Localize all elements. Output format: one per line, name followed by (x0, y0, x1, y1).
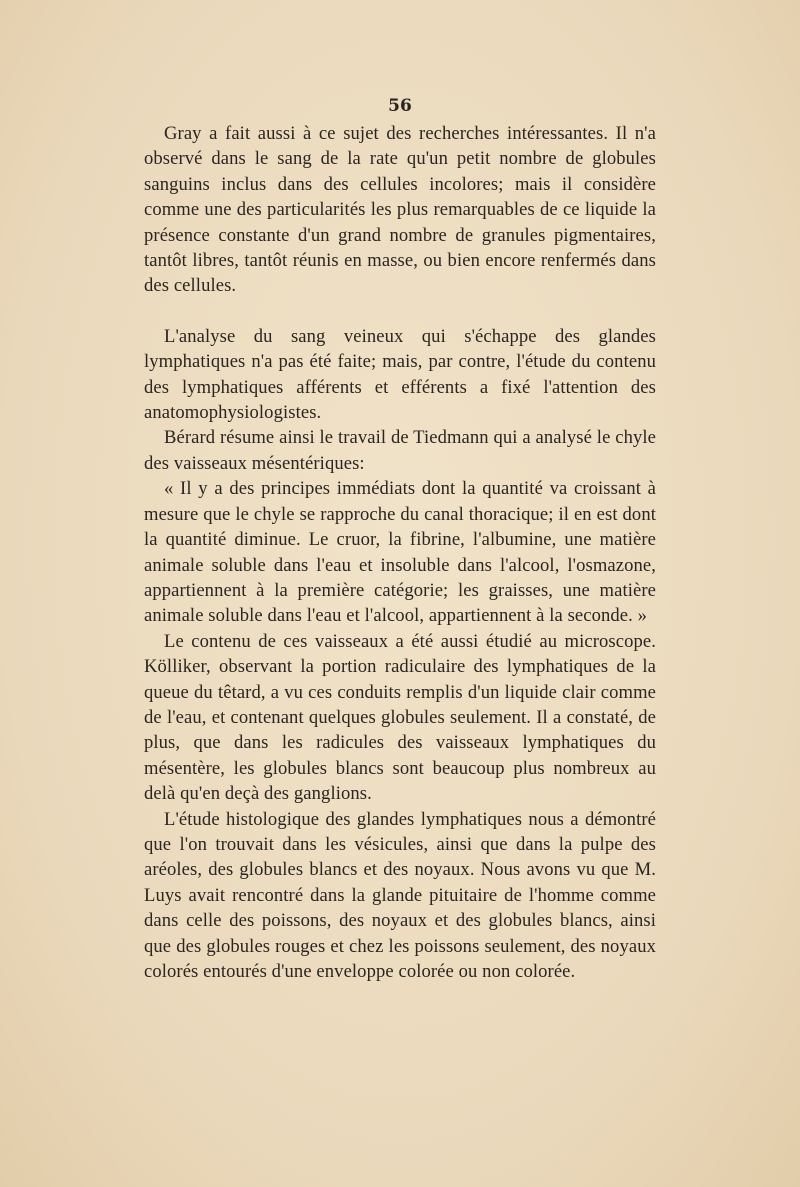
paragraph: « Il y a des principes immédiats dont la quantité va croissant à mesure que le chyle se rapproche du canal thoracique; il en est dont la quantité diminue. Le cruor, la fibrine, l'albumine, une matière animale soluble dans l'eau et insoluble dans l'alcool, l'osmazone, appartiennent à la première catégorie; les graisses, une matière animale soluble dans l'eau et l'alcool, appartiennent à la seconde. » (144, 478, 656, 627)
paragraph: Bérard résume ainsi le travail de Tiedmann qui a analysé le chyle des vaisseaux mésentériques: (144, 427, 656, 474)
paragraph: L'analyse du sang veineux qui s'échappe des glandes lymphatiques n'a pas été faite; mais, par contre, l'étude du contenu des lymphatiques afférents et efférents a fixé l'attention des anatomophysiologistes. (144, 325, 656, 424)
paragraph: Le contenu de ces vaisseaux a été aussi étudié au microscope. Kölliker, observant la portion radiculaire des lymphatiques de la queue du têtard, a vu ces conduits remplis d'un liquide clair comme de l'eau, et contenant quelques globules seulement. Il a constaté, de plus, que dans les radicules des vaisseaux lymphatiques du mésentère, les globules blancs sont beaucoup plus nombreux au delà qu'en deçà des ganglions. (144, 630, 656, 805)
page-number: 56 (388, 96, 412, 116)
body-text (144, 121, 656, 984)
paragraph: Gray a fait aussi à ce sujet des recherches intéressantes. Il n'a observé dans le sang de la rate qu'un petit nombre de globules sanguins inclus dans des cellules incolores; mais il considère comme une des particularités les plus remarquables de ce liquide la présence constante d'un grand nombre de granules pigmentaires, tantôt libres, tantôt réunis en masse, ou bien encore renfermés dans des cellules. (144, 123, 656, 297)
paragraph: L'étude histologique des glandes lymphatiques nous a démontré que l'on trouvait dans les vésicules, ainsi que dans la pulpe des aréoles, des globules blancs et des noyaux. Nous avons vu que M. Luys avait rencontré dans la glande pituitaire de l'homme comme dans celle des poissons, des noyaux et des globules blancs, ainsi que des globules rouges et chez les poissons seulement, des noyaux colorés entourés d'une enveloppe colorée ou non colorée. (144, 808, 656, 982)
